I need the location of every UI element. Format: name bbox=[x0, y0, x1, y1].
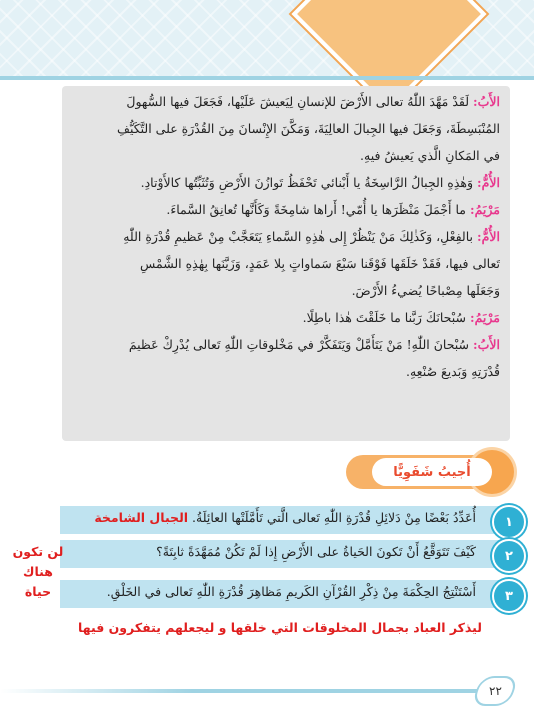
speaker-label: الأَبُ: bbox=[473, 337, 500, 352]
dialogue-line: المُنْبَسِطَةَ، وَجَعَلَ فيها الجِبالَ العالِيَةَ، وَمَكَّنَ الإِنْسانَ مِنَ القُدْرَةِ على التَّكَيُّفِ bbox=[117, 121, 500, 136]
speaker-label: مَرْيَمُ: bbox=[469, 202, 500, 217]
header-divider bbox=[0, 76, 534, 80]
dialogue-line: الأُمُّ:بالفِعْلِ، وَكَذٰلِكَ مَنْ يَنْظُرْ إِلى هٰذِهِ السَّماءِ يَتَعَجَّبْ مِنْ عَظيمِ قُدْرَةِ اللّٰهِ bbox=[123, 229, 500, 244]
section-badge bbox=[348, 452, 508, 492]
question-text: أَسْتَنْتِجُ الحِكْمَةَ مِنْ ذِكْرِ القُرْآنِ الكَريمِ مَظاهِرَ قُدْرَةِ اللّٰهِ تَعالى في الخَلْقِ. bbox=[106, 584, 476, 599]
dialogue-block-father-1 bbox=[60, 88, 500, 169]
question-row-1 bbox=[60, 506, 520, 534]
dialogue-line: الأُمُّ:وَهٰذِهِ الجِبالُ الرَّاسِخَةُ يا أَبْنائي تَحْفَظُ تَوازُنَ الأَرْضِ وَتُثَبِّتُها كالأَوْتادِ. bbox=[140, 175, 500, 190]
question-text: كَيْفَ تَتَوَقَّعُ أَنْ تَكونَ الحَياةُ على الأَرْضِ إِذا لَمْ تَكُنْ مُمَهَّدَةً ثابِتَةً؟ bbox=[156, 544, 476, 559]
dialogue-block-maryam-1 bbox=[60, 196, 500, 223]
question-row-2 bbox=[60, 540, 520, 568]
handwritten-answer: لن تكون هناك حياة bbox=[12, 544, 64, 599]
dialogue-block-maryam-2 bbox=[60, 304, 500, 331]
dialogue-line: وَجَعَلَها مِصْباحًا يُضيءُ الأَرْضَ. bbox=[351, 283, 500, 298]
question-number-badge: ٢ bbox=[492, 539, 526, 573]
dialogue-block-mother-1 bbox=[60, 169, 500, 196]
dialogue-line: قُدْرَتِهِ وَبَديعَ صُنْعِهِ. bbox=[405, 364, 500, 379]
section-title: أُجيبُ شَفَوِيًّا bbox=[372, 458, 492, 486]
dialogue-line: في المَكانِ الَّذي يَعيشُ فيهِ. bbox=[360, 148, 500, 163]
dialogue-block-mother-2 bbox=[60, 223, 500, 304]
speaker-label: الأُمُّ: bbox=[477, 175, 500, 190]
handwritten-answer: الجبال الشامخة bbox=[94, 510, 189, 525]
speaker-label: الأُمُّ: bbox=[477, 229, 500, 244]
dialogue-line: الأَبُ:سُبْحانَ اللّٰهِ! مَنْ يَتَأَمَّلْ وَيَتَفَكَّرْ في مَخْلوقاتِ اللّٰهِ تَعالى يُدْرِكْ عَظيمَ bbox=[128, 337, 500, 352]
question-number-badge: ٣ bbox=[492, 579, 526, 613]
speaker-label: مَرْيَمُ: bbox=[469, 310, 500, 325]
dialogue-line: الأَبُ:لَقَدْ مَهَّدَ اللّٰهُ تعالى الأَرْضَ للإنسانِ لِيَعيشَ عَلَيْها، فَجَعَلَ فيها السُّهولَ bbox=[126, 94, 500, 109]
question-text: أُعَدِّدُ بَعْضًا مِنْ دَلائِلِ قُدْرَةِ اللّٰهِ تَعالى الَّتي تَأَمَّلَتْها العائِلَةُ. الجبال الشامخة bbox=[94, 510, 476, 525]
dialogue-line: مَرْيَمُ:سُبْحانَكَ رَبَّنا ما خَلَقْتَ هٰذا باطِلًا. bbox=[302, 310, 500, 325]
speaker-label: الأَبُ: bbox=[473, 94, 500, 109]
dialogue-line: تَعالى فيها، فَقَدْ خَلَقَها فَوْقَنا سَبْعَ سَماواتٍ بِلا عَمَدٍ، وَزَيَّنَها بِهٰذِهِ الشَّمْسِ bbox=[140, 256, 500, 271]
question-number-badge: ١ bbox=[492, 505, 526, 539]
question-row-3 bbox=[60, 580, 520, 608]
page-number: ٢٢ bbox=[471, 676, 519, 706]
handwritten-answer: ليذكر العباد بجمال المخلوقات التي خلقها و ليجعلهم يتفكرون فيها bbox=[78, 620, 482, 635]
footer-divider bbox=[0, 689, 480, 693]
dialogue-block-father-2 bbox=[60, 331, 500, 385]
dialogue-line: مَرْيَمُ:ما أَجْمَلَ مَنْظَرَها يا أُمّي! أَراها شامِخَةً وَكَأَنَّها تُعانِقُ السَّماءَ. bbox=[166, 202, 500, 217]
